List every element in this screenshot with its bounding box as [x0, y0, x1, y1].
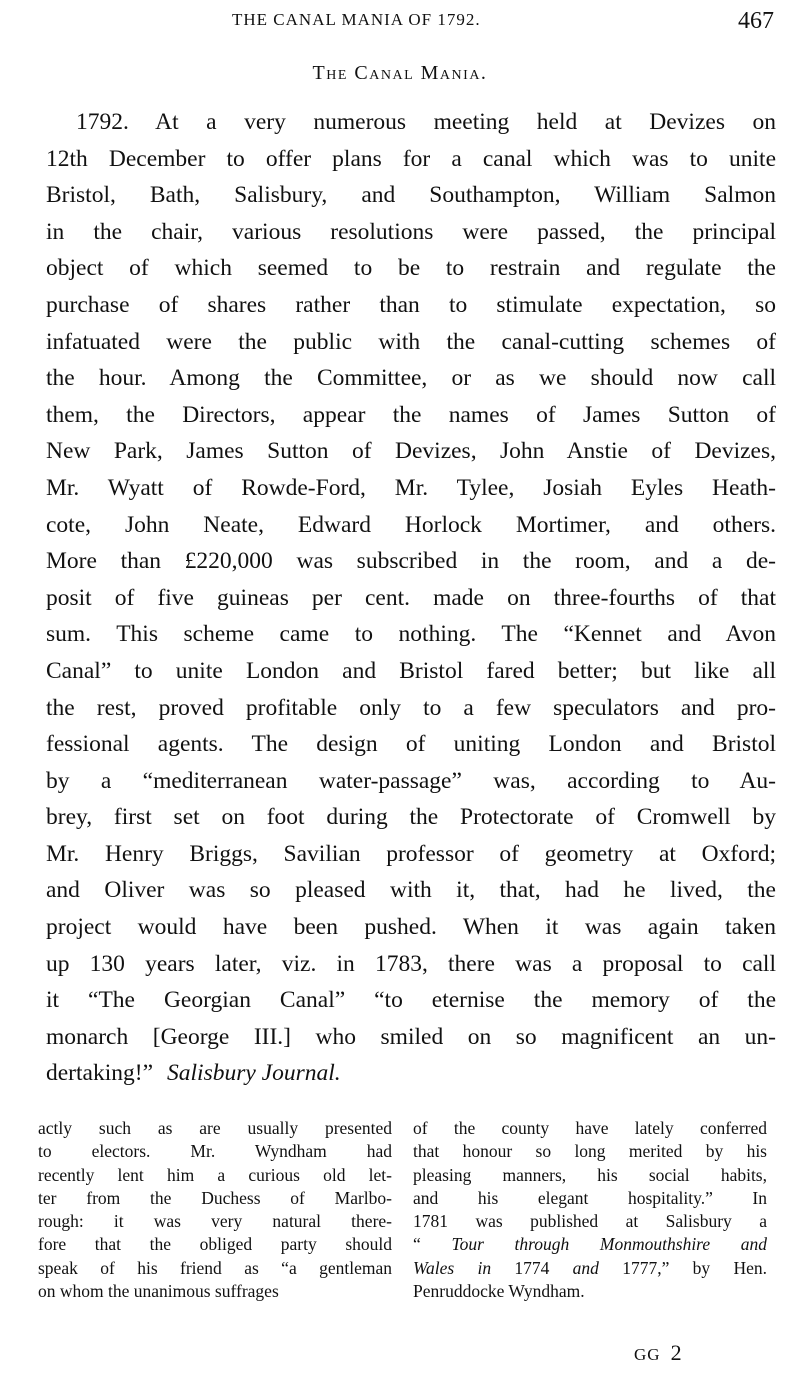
text-line: the rest, proved profitable only to a few speculators and pro-: [46, 694, 776, 721]
book-title-part1: Tour through Monmouthshire and: [451, 1234, 767, 1255]
footnote-line: rough: it was very natural there-: [38, 1211, 392, 1232]
text-line: up 130 years later, viz. in 1783, there was a proposal to call: [46, 950, 776, 977]
text-line-last: [46, 1055, 776, 1092]
open-quote: “: [413, 1234, 421, 1255]
text-line: New Park, James Sutton of Devizes, John Anstie of Devizes,: [46, 438, 776, 465]
section-heading: The Canal Mania.: [312, 62, 488, 84]
footnote-block: [38, 1117, 773, 1357]
footnote-line-book-title: [413, 1233, 767, 1256]
text-line: and Oliver was so pleased with it, that, had he lived, the: [46, 877, 776, 904]
text-line: 12th December to offer plans for a canal which was to unite: [46, 145, 776, 172]
footnote-line: ter from the Duchess of Marlbo-: [38, 1187, 392, 1208]
page-number: 467: [738, 8, 774, 34]
footnote-column-left: [38, 1117, 392, 1303]
text-line: fessional agents. The design of uniting London and Bristol: [46, 731, 776, 758]
text-line: monarch [George III.] who smiled on so magnificent an un-: [46, 1023, 776, 1050]
running-title: THE CANAL MANIA OF 1792.: [232, 10, 481, 29]
footnote-line: actly such as are usually presented: [38, 1118, 392, 1138]
footnote-line: pleasing manners, his social habits,: [413, 1164, 767, 1185]
signature-number: 2: [670, 1340, 682, 1365]
text-line: Mr. Wyatt of Rowde-Ford, Mr. Tylee, Josiah Eyles Heath-: [46, 474, 776, 501]
text-line-end: dertaking!”: [46, 1060, 154, 1087]
text-line: sum. This scheme came to nothing. The “Kennet and Avon: [46, 621, 776, 648]
text-line: Bristol, Bath, Salisbury, and Southampton, William Salmon: [46, 182, 776, 209]
book-title-part2: Wales in: [413, 1257, 492, 1278]
text-line: infatuated were the public with the canal-cutting schemes of: [46, 328, 776, 355]
text-line: More than £220,000 was subscribed in the room, and a de-: [46, 548, 776, 575]
text-line: Canal” to unite London and Bristol fared better; but like all: [46, 657, 776, 684]
text-line: by a “mediterranean water-passage” was, according to Au-: [46, 767, 776, 794]
footnote-line: 1781 was published at Salisbury a: [413, 1211, 767, 1232]
year-1777-author: 1777,” by Hen.: [622, 1257, 767, 1278]
text-line: purchase of shares rather than to stimulate expectation, so: [46, 291, 776, 318]
text-line: posit of five guineas per cent. made on three-fourths of that: [46, 584, 776, 611]
footnote-line: of the county have lately conferred: [413, 1118, 767, 1138]
text-line: brey, first set on foot during the Protectorate of Cromwell by: [46, 804, 776, 831]
footnote-line: on whom the unanimous suffrages: [38, 1281, 279, 1302]
main-paragraph: [46, 104, 776, 1092]
text-line: in the chair, various resolutions were passed, the principal: [46, 218, 776, 245]
running-head: [0, 8, 800, 38]
footnote-line: recently lent him a curious old let-: [38, 1164, 392, 1185]
text-line: Mr. Henry Briggs, Savilian professor of geometry at Oxford;: [46, 840, 776, 867]
text-line: the hour. Among the Committee, or as we should now call: [46, 365, 776, 392]
text-line: cote, John Neate, Edward Horlock Mortimer, and others.: [46, 511, 776, 538]
footnote-line: to electors. Mr. Wyndham had: [38, 1141, 392, 1162]
footnote-line: that honour so long merited by his: [413, 1141, 767, 1162]
book-title-and: and: [572, 1257, 599, 1278]
text-line: object of which seemed to be to restrain and regulate the: [46, 255, 776, 282]
text-line: project would have been pushed. When it was again taken: [46, 914, 776, 941]
footnote-line: speak of his friend as “a gentleman: [38, 1257, 392, 1278]
footnote-line-book-title-cont: [413, 1257, 767, 1280]
footnote-line: and his elegant hospitality.” In: [413, 1187, 767, 1208]
text-line: it “The Georgian Canal” “to eternise the memory of the: [46, 987, 776, 1014]
text-line: them, the Directors, appear the names of James Sutton of: [46, 401, 776, 428]
signature-mark: [634, 1340, 682, 1366]
year-1774: 1774: [514, 1257, 550, 1278]
text-line: 1792. At a very numerous meeting held at Devizes on: [76, 109, 776, 135]
source-citation: Salisbury Journal.: [167, 1060, 341, 1087]
footnote-line: fore that the obliged party should: [38, 1234, 392, 1255]
footnote-line: Penruddocke Wyndham.: [413, 1281, 585, 1302]
signature-letters: GG: [634, 1345, 661, 1364]
footnote-column-right: [413, 1117, 767, 1303]
